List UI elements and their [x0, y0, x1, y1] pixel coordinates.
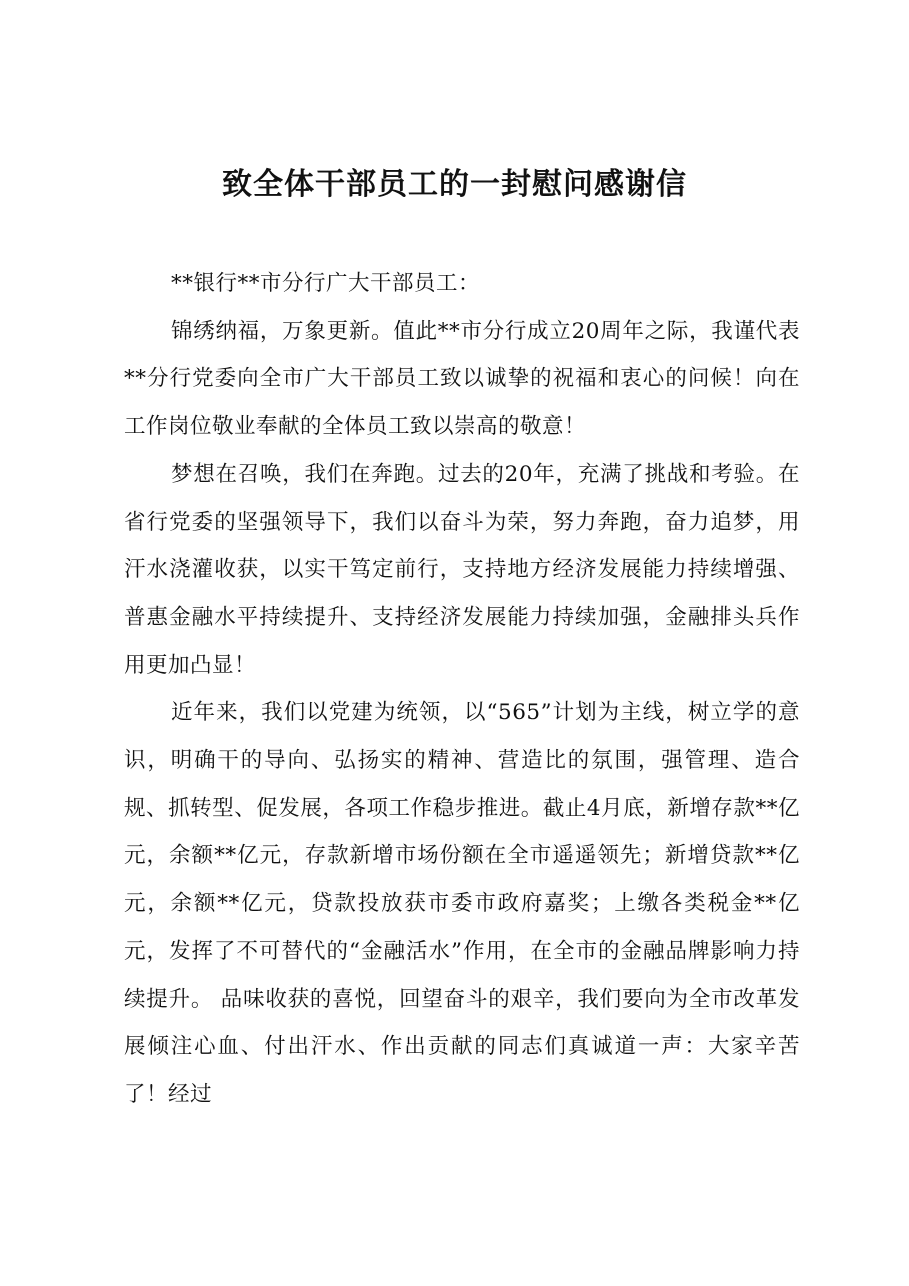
salutation: **银行**市分行广大干部员工： — [171, 271, 481, 296]
paragraph-achievements: 近年来，我们以党建为统领，以“565”计划为主线，树立学的意识，明确干的导向、弘扬实的精神、营造比的氛围，强管理、造合规、抓转型、促发展，各项工作稳步推进。截止4月底，新增存款**亿元，余额**亿元，存款新增市场份额在全市遥遥领先；新增贷款**亿元，余额**亿元，贷款投放获市委市政府嘉奖；上缴各类税金**亿元，发挥了不可替代的“金融活水”作用，在全市的金融品牌影响力持续提升。 品味收获的喜悦，回望奋斗的艰辛，我们要向为全市改革发展倾注心血、付出汗水、作出贡献的同志们真诚道一声：大家辛苦了！经过 — [124, 700, 800, 1107]
page-title: 致全体干部员工的一封慰问感谢信 — [222, 167, 687, 202]
letter-body — [124, 260, 800, 1119]
paragraph-history: 梦想在召唤，我们在奔跑。过去的20年，充满了挑战和考验。在省行党委的坚强领导下，我们以奋斗为荣，努力奔跑，奋力追梦，用汗水浇灌收获，以实干笃定前行，支持地方经济发展能力持续增强、普惠金融水平持续提升、支持经济发展能力持续加强，金融排头兵作用更加凸显！ — [124, 461, 800, 678]
paragraph-greeting: 锦绣纳福，万象更新。值此**市分行成立20周年之际，我谨代表**分行党委向全市广大干部员工致以诚挚的祝福和衷心的问候！向在工作岗位敬业奉献的全体员工致以崇高的敬意！ — [124, 318, 800, 440]
